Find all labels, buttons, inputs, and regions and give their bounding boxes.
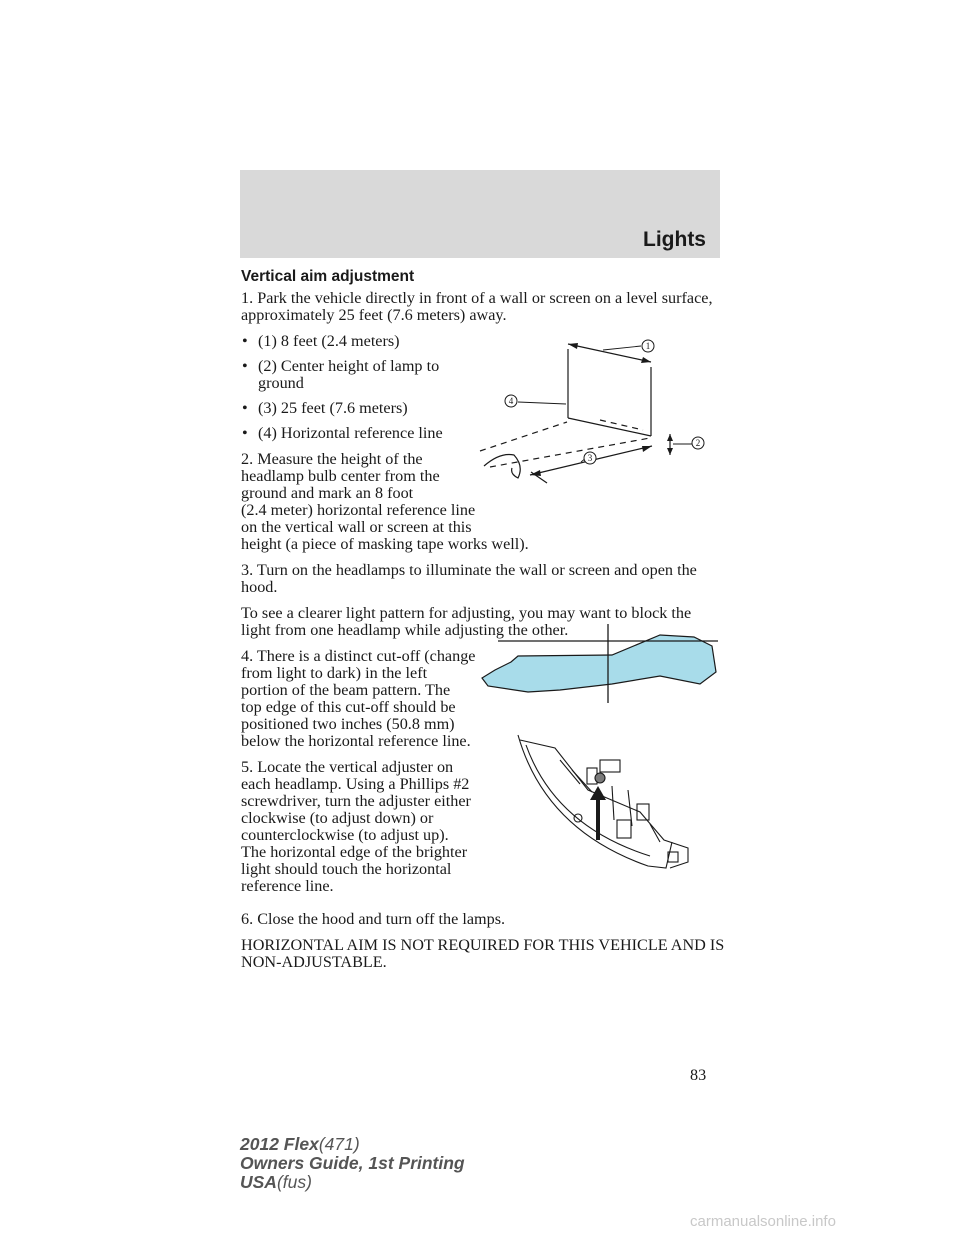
vertical-adjuster — [595, 773, 605, 783]
step-4-line: positioned two inches (50.8 mm) — [241, 715, 455, 733]
leader-4 — [518, 402, 566, 404]
housing-rib — [612, 786, 614, 820]
step-6: 6. Close the hood and turn off the lamps. — [241, 910, 506, 928]
step-4-line: portion of the beam pattern. The — [241, 681, 451, 699]
page-number: 83 — [690, 1066, 707, 1084]
headlamp-outline — [484, 454, 520, 478]
step-5-line: reference line. — [241, 877, 334, 895]
step-4-line: below the horizontal reference line. — [241, 732, 471, 750]
callout-2: 2 — [695, 438, 701, 448]
step-4-line: 4. There is a distinct cut-off (change — [241, 647, 476, 665]
callout-3: 3 — [587, 453, 593, 463]
footer-region-code: (fus) — [276, 1172, 312, 1192]
leader-1 — [603, 346, 641, 350]
adjuster-arrow-head — [590, 786, 606, 800]
step-3-line: 3. Turn on the headlamps to illuminate the wall or screen and open the — [241, 561, 697, 579]
step-2-line: (2.4 meter) horizontal reference line — [241, 501, 476, 519]
bullet-text: (2) Center height of lamp to — [258, 357, 440, 375]
arrowhead — [642, 446, 652, 452]
arrowhead — [667, 448, 673, 455]
housing-body — [520, 740, 688, 868]
beam-pattern-diagram — [475, 620, 720, 708]
tip-line: light from one headlamp while adjusting the other. — [241, 621, 569, 639]
footer-model-code: (471) — [318, 1134, 360, 1154]
bullet-text: (1) 8 feet (2.4 meters) — [258, 332, 400, 350]
callout-4: 4 — [508, 396, 514, 406]
section-title: Lights — [643, 228, 706, 251]
step-5-line: The horizontal edge of the brighter — [241, 843, 468, 861]
step-2-line: ground and mark an 8 foot — [241, 484, 414, 502]
step-5-line: screwdriver, turn the adjuster either — [241, 792, 471, 810]
arrowhead — [641, 357, 651, 363]
step-2-line: on the vertical wall or screen at this — [241, 518, 472, 536]
housing-rib — [560, 760, 580, 784]
aim-setup-diagram — [470, 330, 720, 495]
floor-dash-line — [480, 422, 567, 451]
bullet-dot: • — [242, 399, 248, 417]
step-5-line: each headlamp. Using a Phillips #2 — [241, 775, 470, 793]
note-line: NON-ADJUSTABLE. — [241, 953, 387, 971]
section-header-band — [240, 170, 720, 258]
headlamp-adjuster-diagram — [510, 730, 710, 880]
step-3-line: hood. — [241, 578, 278, 596]
footer-guide: Owners Guide, 1st Printing — [240, 1153, 465, 1173]
headlamp-lens-outline — [518, 735, 672, 868]
watermark: carmanualsonline.info — [690, 1213, 836, 1230]
arrowhead — [667, 434, 673, 441]
tip-line: To see a clearer light pattern for adjusting, you may want to block the — [241, 604, 692, 622]
beam-pattern-shape — [482, 635, 716, 692]
housing-bracket — [617, 820, 631, 838]
step-1-line: 1. Park the vehicle directly in front of a wall or screen on a level surface, — [241, 289, 713, 307]
step-2-line: headlamp bulb center from the — [241, 467, 440, 485]
housing-rib — [572, 770, 592, 792]
footer-model: 2012 Flex — [240, 1134, 319, 1154]
step-2-line: height (a piece of masking tape works well). — [241, 535, 529, 553]
housing-bracket — [600, 760, 620, 772]
print-footer — [240, 1135, 465, 1192]
housing-edge — [526, 745, 650, 856]
bullet-text: (3) 25 feet (7.6 meters) — [258, 399, 408, 417]
page-heading: Vertical aim adjustment — [241, 268, 415, 285]
bullet-dot: • — [242, 357, 248, 375]
footer-region: USA — [240, 1172, 277, 1192]
step-4-line: top edge of this cut-off should be — [241, 698, 456, 716]
arrowhead — [568, 343, 578, 349]
step-1-line: approximately 25 feet (7.6 meters) away. — [241, 306, 507, 324]
reference-line — [568, 418, 651, 436]
step-5-line: counterclockwise (to adjust up). — [241, 826, 449, 844]
step-2-line: 2. Measure the height of the — [241, 450, 423, 468]
step-5-line: clockwise (to adjust down) or — [241, 809, 434, 827]
note-line: HORIZONTAL AIM IS NOT REQUIRED FOR THIS VEHICLE AND IS — [241, 936, 725, 954]
floor-dash-line — [600, 420, 643, 430]
bullet-text: (4) Horizontal reference line — [258, 424, 443, 442]
callout-1: 1 — [645, 341, 651, 351]
bullet-text: ground — [258, 374, 304, 392]
housing-screw — [574, 814, 582, 822]
step-5-line: light should touch the horizontal — [241, 860, 452, 878]
step-4-line: from light to dark) in the left — [241, 664, 428, 682]
bullet-dot: • — [242, 424, 248, 442]
step-5-line: 5. Locate the vertical adjuster on — [241, 758, 454, 776]
bullet-dot: • — [242, 332, 248, 350]
